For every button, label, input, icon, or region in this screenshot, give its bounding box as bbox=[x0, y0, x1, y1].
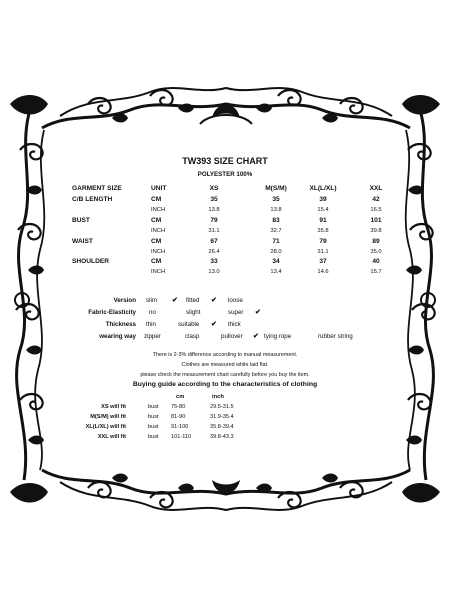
material-label: POLYESTER 100% bbox=[197, 171, 253, 178]
table-cell: 37 bbox=[319, 258, 327, 265]
table-cell: 14.6 bbox=[317, 269, 329, 275]
table-cell: 71 bbox=[272, 238, 280, 245]
guide-cell: 29.5-31.5 bbox=[210, 404, 234, 410]
buying-guide-title: Buying guide according to the characteristics of clothing bbox=[132, 381, 318, 388]
feature-option: thin bbox=[146, 321, 156, 328]
table-cell: CM bbox=[151, 238, 162, 245]
feature-option: tying rope bbox=[264, 333, 292, 340]
row-label-cb-length: C/B LENGTH bbox=[72, 196, 113, 203]
table-cell: 13.0 bbox=[208, 269, 220, 275]
guide-row-label: M(S/M) will fit bbox=[90, 414, 126, 420]
table-cell: 26.4 bbox=[208, 249, 220, 255]
guide-cell: bust bbox=[148, 424, 159, 430]
table-cell: 34 bbox=[272, 258, 280, 265]
note-line: Clothes are measured while laid flat. bbox=[181, 362, 269, 368]
feature-option: zipper bbox=[144, 333, 161, 340]
check-icon: ✔ bbox=[211, 297, 217, 304]
feature-option: rubber string bbox=[318, 333, 353, 340]
table-cell: 79 bbox=[210, 217, 218, 224]
row-label-waist: WAIST bbox=[72, 238, 93, 245]
table-cell: 13.8 bbox=[208, 207, 220, 213]
frame-top bbox=[42, 88, 410, 128]
table-cell: CM bbox=[151, 217, 162, 224]
table-cell: 89 bbox=[372, 238, 380, 245]
header-garment-size: GARMENT SIZE bbox=[72, 185, 122, 192]
table-cell: 13.4 bbox=[270, 269, 282, 275]
header-m: M(S/M) bbox=[265, 185, 287, 192]
table-cell: 28.0 bbox=[270, 249, 282, 255]
note-line: please check the measurement chart carefully before you buy the item. bbox=[140, 372, 310, 378]
feature-option: loose bbox=[228, 297, 243, 304]
table-cell: 101 bbox=[370, 217, 382, 224]
table-cell: CM bbox=[151, 196, 162, 203]
table-cell: 83 bbox=[272, 217, 280, 224]
check-icon: ✔ bbox=[211, 321, 217, 328]
header-xxl: XXL bbox=[369, 185, 383, 192]
note-line: There is 2-3% difference according to manual measurement. bbox=[152, 352, 298, 358]
table-cell: 33 bbox=[210, 258, 218, 265]
feature-label-version: Version bbox=[113, 297, 136, 304]
guide-cell: 81-90 bbox=[171, 414, 186, 420]
check-icon: ✔ bbox=[253, 333, 259, 340]
guide-cell: bust bbox=[148, 414, 159, 420]
table-cell: 35 bbox=[210, 196, 218, 203]
guide-cell: 35.8-39.4 bbox=[210, 424, 234, 430]
guide-cell: bust bbox=[148, 434, 159, 440]
header-unit: UNIT bbox=[151, 185, 167, 192]
check-icon: ✔ bbox=[255, 309, 261, 316]
feature-option: slim bbox=[146, 297, 157, 304]
guide-row-label: XS will fit bbox=[101, 404, 126, 410]
guide-header-cm: cm bbox=[176, 394, 185, 400]
table-cell: 39.8 bbox=[370, 228, 382, 234]
table-cell: INCH bbox=[151, 249, 166, 255]
guide-cell: bust bbox=[148, 404, 159, 410]
guide-cell: 101-110 bbox=[171, 434, 192, 440]
table-cell: CM bbox=[151, 258, 162, 265]
table-cell: 42 bbox=[372, 196, 380, 203]
row-label-bust: BUST bbox=[72, 217, 90, 224]
table-cell: 35 bbox=[272, 196, 280, 203]
table-cell: 31.1 bbox=[208, 228, 220, 234]
feature-option: super bbox=[228, 309, 244, 316]
guide-header-inch: inch bbox=[212, 394, 224, 400]
row-label-shoulder: SHOULDER bbox=[72, 258, 109, 265]
table-cell: 40 bbox=[372, 258, 380, 265]
table-cell: 79 bbox=[319, 238, 327, 245]
feature-option: slight bbox=[186, 309, 201, 316]
table-cell: INCH bbox=[151, 269, 166, 275]
header-xs: XS bbox=[209, 185, 219, 192]
feature-option: pullover bbox=[221, 333, 243, 340]
feature-label-wearing-way: wearing way bbox=[99, 333, 136, 340]
guide-row-label: XL(L/XL) will fit bbox=[85, 424, 126, 430]
header-xl: XL(L/XL) bbox=[309, 185, 337, 192]
table-cell: 15.4 bbox=[317, 207, 329, 213]
table-cell: 35.0 bbox=[370, 249, 382, 255]
feature-option: suitable bbox=[178, 321, 200, 328]
guide-row-label: XXL will fit bbox=[97, 434, 126, 440]
feature-option: thick bbox=[228, 321, 241, 328]
table-cell: 13.8 bbox=[270, 207, 282, 213]
feature-option: clasp bbox=[185, 333, 200, 340]
table-cell: 15.7 bbox=[370, 269, 382, 275]
table-cell: 67 bbox=[210, 238, 218, 245]
frame-bottom bbox=[42, 470, 410, 510]
feature-option: no bbox=[149, 309, 156, 316]
table-cell: 31.1 bbox=[317, 249, 329, 255]
table-cell: INCH bbox=[151, 228, 166, 234]
table-cell: 91 bbox=[319, 217, 327, 224]
feature-option: fitted bbox=[186, 297, 200, 304]
table-cell: INCH bbox=[151, 207, 166, 213]
guide-cell: 75-80 bbox=[171, 404, 186, 410]
guide-cell: 39.8-43.3 bbox=[210, 434, 234, 440]
guide-cell: 91-100 bbox=[171, 424, 189, 430]
guide-cell: 31.9-35.4 bbox=[210, 414, 234, 420]
check-icon: ✔ bbox=[172, 297, 178, 304]
page-title: TW393 SIZE CHART bbox=[182, 156, 268, 166]
table-cell: 32.7 bbox=[270, 228, 282, 234]
table-cell: 39 bbox=[319, 196, 327, 203]
table-cell: 35.8 bbox=[317, 228, 329, 234]
table-cell: 16.5 bbox=[370, 207, 382, 213]
feature-label-fabric-elasticity: Fabric-Elasticity bbox=[88, 309, 136, 316]
feature-label-thickness: Thickness bbox=[105, 321, 136, 328]
